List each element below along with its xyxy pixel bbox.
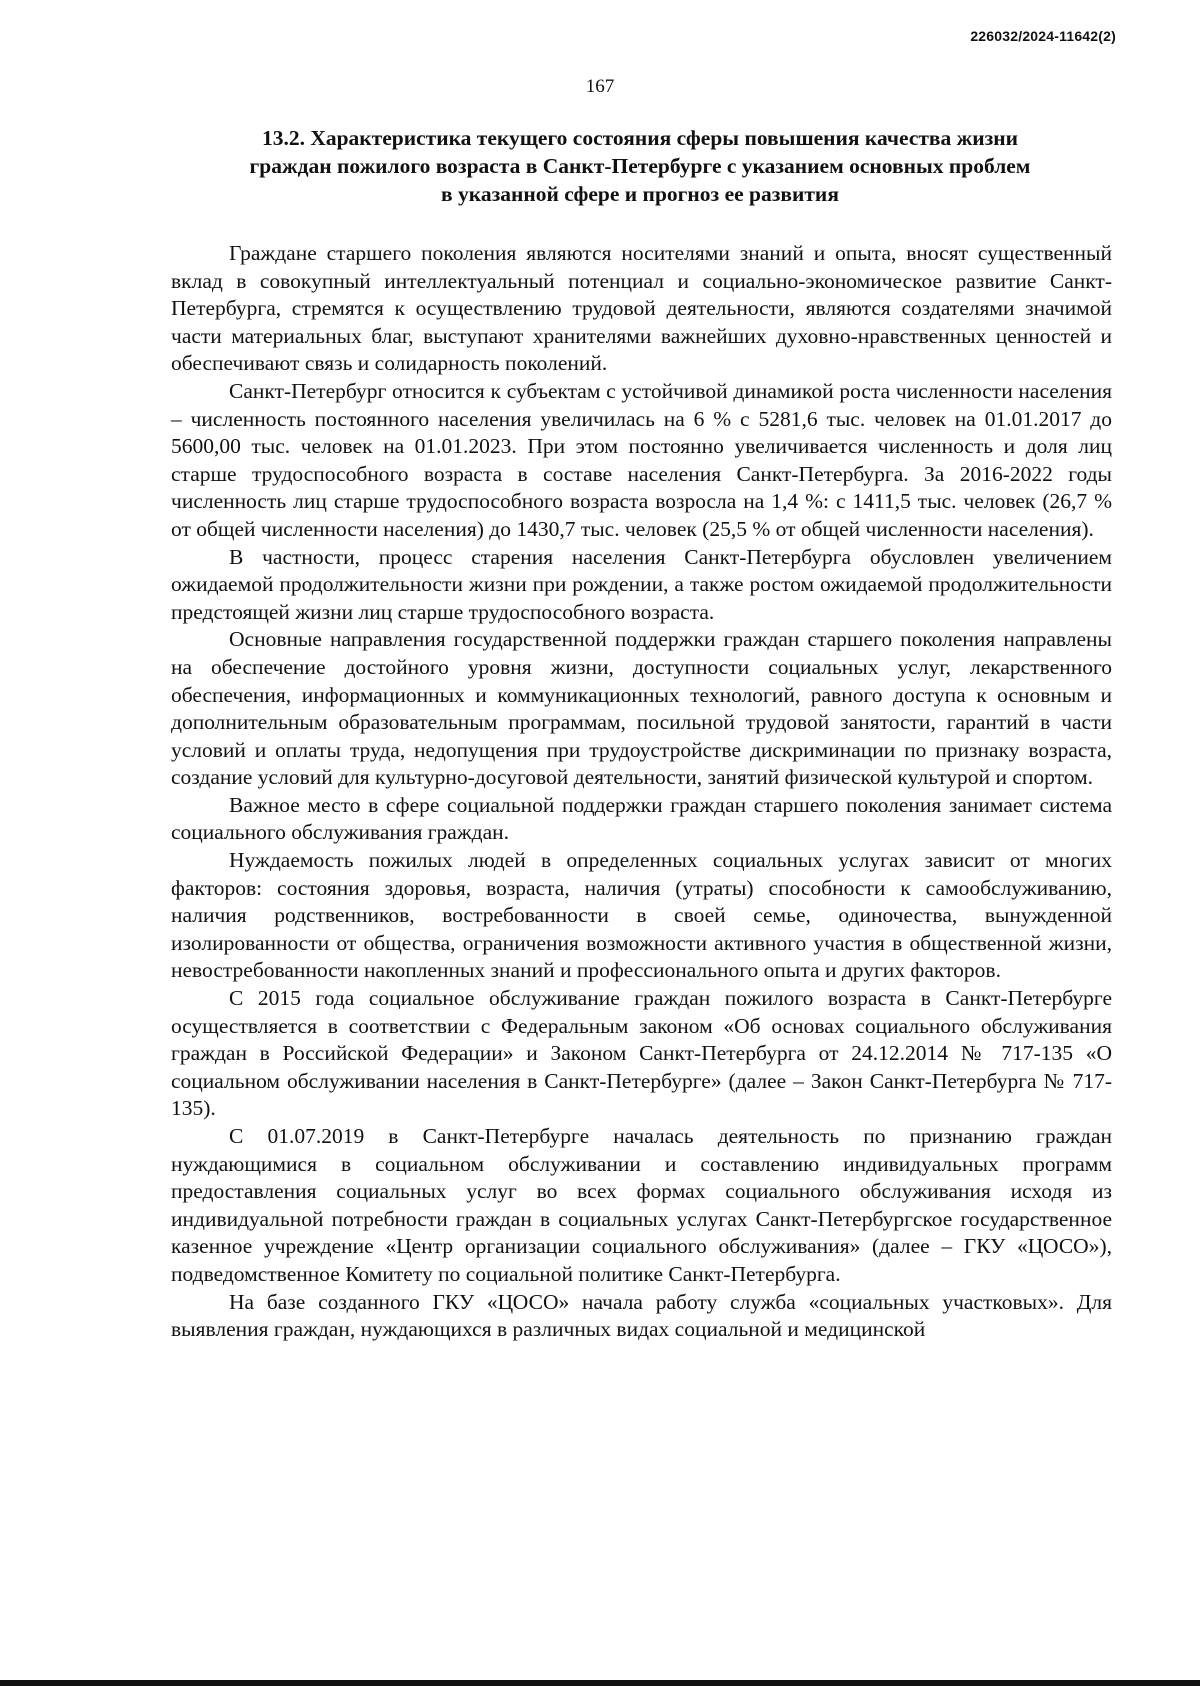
paragraph: Нуждаемость пожилых людей в определенных социальных услугах зависит от многих факторов: состояния здоровья, возраста, наличия (утраты) способности к самообслуживанию, наличия родственников, востребованности в своей семье, одиночества, вынужденной изолированности от общества, ограничения возможности активного участия в общественной жизни, невостребованности накопленных знаний и профессионального опыта и других факторов.: [171, 848, 1112, 983]
section-heading-line: граждан пожилого возраста в Санкт-Петербурге с указанием основных проблем: [249, 154, 1031, 178]
paragraph: В частности, процесс старения населения Санкт-Петербурга обусловлен увеличением ожидаемой продолжительности жизни при рождении, а также ростом ожидаемой продолжительности предстоящей жизни лиц старше трудоспособного возраста.: [171, 544, 1112, 624]
paragraph: Важное место в сфере социальной поддержки граждан старшего поколения занимает система социального обслуживания граждан.: [171, 792, 1112, 845]
paragraph: Санкт-Петербург относится к субъектам с устойчивой динамикой роста численности населения – численность постоянного населения увеличилась на 6 % с 5281,6 тыс. человек на 01.01.2017 до 5600,00 тыс. человек на 01.01.2023. При этом постоянно увеличивается численность и доля лиц старше трудоспособного возраста в составе населения Санкт-Петербурга. За 2016-2022 годы численность лиц старше трудоспособного возраста возросла на 1,4 %: с 1411,5 тыс. человек (26,7 % от общей численности населения) до 1430,7 тыс. человек (25,5 % от общей численности населения).: [171, 378, 1112, 541]
paragraph: С 01.07.2019 в Санкт-Петербурге началась деятельность по признанию граждан нуждающимися в социальном обслуживании и составлению индивидуальных программ предоставления социальных услуг во всех формах социального обслуживания исходя из индивидуальной потребности граждан в социальных услугах Санкт-Петербургское государственное казенное учреждение «Центр организации социального обслуживания» (далее – ГКУ «ЦОСО»), подведомственное Комитету по социальной политике Санкт-Петербурга.: [171, 1124, 1112, 1286]
paragraph: На базе созданного ГКУ «ЦОСО» начала работу служба «социальных участковых». Для выявления граждан, нуждающихся в различных видах социальной и медицинской: [171, 1289, 1112, 1342]
section-heading: [170, 124, 1110, 208]
paragraph: Граждане старшего поколения являются носителями знаний и опыта, вносят существенный вклад в совокупный интеллектуальный потенциал и социально-экономическое развитие Санкт-Петербурга, стремятся к осуществлению трудовой деятельности, являются создателями значимой части материальных благ, выступают хранителями важнейших духовно-нравственных ценностей и обеспечивают связь и солидарность поколений.: [171, 241, 1112, 376]
scan-bottom-edge: [0, 1680, 1200, 1686]
document-body: [171, 240, 1112, 1344]
page-number: 167: [585, 76, 615, 97]
section-heading-line: в указанной сфере и прогноз ее развития: [441, 182, 839, 206]
section-heading-line: 13.2. Характеристика текущего состояния сферы повышения качества жизни: [261, 126, 1019, 150]
paragraph: Основные направления государственной поддержки граждан старшего поколения направлены на обеспечение достойного уровня жизни, доступности социальных услуг, лекарственного обеспечения, информационных и коммуникационных технологий, равного доступа к основным и дополнительным образовательным программам, посильной трудовой занятости, гарантий в части условий и оплаты труда, недопущения при трудоустройстве дискриминации по признаку возраста, создание условий для культурно-досуговой деятельности, занятий физической культурой и спортом.: [171, 627, 1112, 790]
document-registration-number: 226032/2024-11642(2): [970, 28, 1116, 44]
paragraph: С 2015 года социальное обслуживание граждан пожилого возраста в Санкт-Петербурге осуществляется в соответствии с Федеральным законом «Об основах социального обслуживания граждан в Российской Федерации» и Законом Санкт-Петербурга от 24.12.2014 № 717-135 «О социальном обслуживании населения в Санкт-Петербурге» (далее – Закон Санкт-Петербурга № 717-135).: [171, 986, 1112, 1121]
